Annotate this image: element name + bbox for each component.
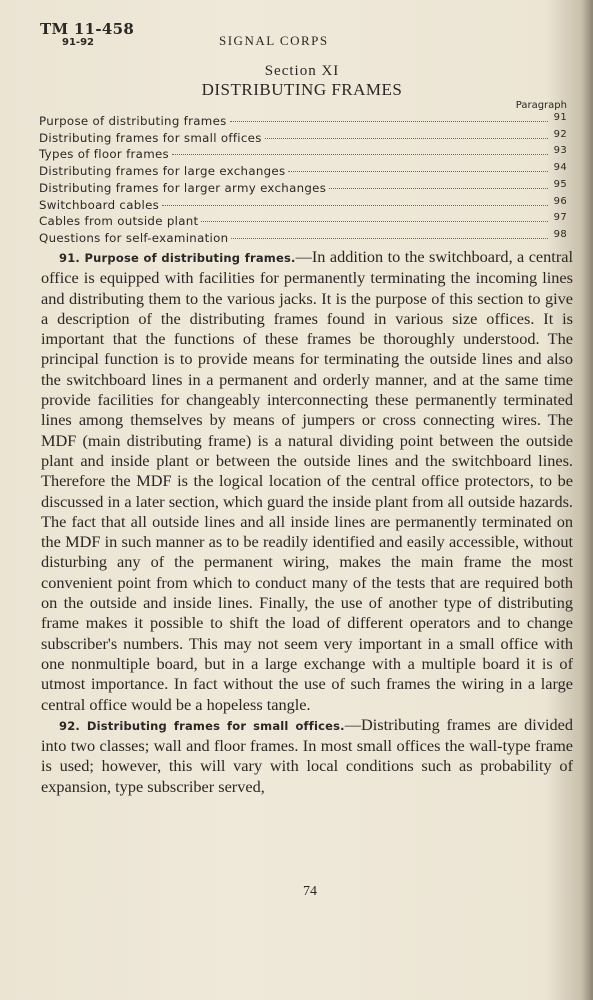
toc-entry-label: Cables from outside plant	[39, 214, 199, 229]
toc-entry-label: Purpose of distributing frames	[39, 114, 227, 128]
manual-number: TM 11-458	[40, 20, 135, 38]
toc-entry-label: Distributing frames for large exchanges	[39, 164, 286, 179]
paragraph-range: 91-92	[62, 37, 94, 48]
dot-leader	[172, 153, 548, 155]
toc-entry	[39, 114, 567, 131]
toc-entry-label: Switchboard cables	[39, 197, 160, 212]
dot-leader	[329, 187, 548, 189]
toc-entry-number: 94	[553, 162, 567, 174]
toc-entry-number: 93	[553, 145, 567, 157]
paragraph-91	[41, 247, 573, 715]
toc-entry-number: 96	[553, 195, 567, 207]
toc-entry-number: 97	[553, 212, 567, 224]
body-text	[41, 247, 573, 797]
toc-entry	[39, 195, 567, 215]
toc-entry-label: Distributing frames for small offices	[39, 130, 262, 145]
toc-entry-number: 98	[553, 228, 567, 240]
paragraph-text: —Distributing frames are divided into two classes; wall and floor frames. In most small offices the wall-type frame is used; however, this will vary with local conditions such as probability of expansion, type subscriber served,	[41, 714, 573, 796]
toc-entry-label: Distributing frames for larger army exchanges	[39, 180, 327, 195]
toc-entry	[39, 228, 567, 248]
dot-leader	[162, 204, 548, 206]
toc-entry-number: 92	[553, 128, 567, 140]
running-title: SIGNAL CORPS	[219, 33, 329, 48]
dot-leader	[201, 220, 548, 222]
toc-entry	[39, 178, 567, 198]
toc-entry	[39, 128, 567, 148]
toc-entry-label: Types of floor frames	[39, 147, 170, 162]
paragraph-text: —In addition to the switchboard, a central office is equipped with facilities for permanently terminating the incoming lines and distributing them to the various jacks. It is the purpose of this section to give a description of the distributing frames found in various size offices. It is important that the functions of these frames be thoroughly understood. The principal function is to provide means for terminating the outside lines and also the switchboard lines in a permanent and orderly manner, and at the same time provide facilities for changeably interconnecting these permanently terminated lines among themselves by means of jumpers or cross connecting wires. The MDF (main distributing frame) is a natural dividing point between the outside plant and inside plant or between the outside lines and the switchboard lines. Therefore the MDF is the logical location of the central office protectors, to be discussed in a later section, which guard the inside plant from all outside hazards. The fact that all outside lines and all inside lines are permanently terminated on the MDF in such manner as to be readily identified and easily accessible, without disturbing any of the permanent wiring, makes the main frame the most convenient point from which to conduct many of the tests that are required both on the outside and inside lines. Finally, the use of another type of distributing frame makes it possible to shift the load of different operators and to change subscriber's numbers. This may not seem very important in a small office with one nonmultiple board, but in a large exchange with a multiple board it is of utmost importance. In fact without the use of such frames the wiring in a large central office would be a hopeless tangle.	[41, 247, 573, 714]
paragraph-heading: 92. Distributing frames for small offices.	[59, 718, 345, 733]
dot-leader	[265, 137, 548, 139]
dot-leader	[230, 120, 548, 122]
table-of-contents	[39, 114, 567, 248]
toc-entry	[39, 164, 567, 181]
toc-entry-label: Questions for self-examination	[39, 230, 229, 245]
paragraph-92	[41, 715, 573, 797]
toc-entry	[39, 147, 567, 164]
section-title: DISTRIBUTING FRAMES	[201, 80, 403, 99]
section-number: Section XI	[264, 63, 340, 79]
toc-entry	[39, 214, 567, 231]
paragraph-heading: 91. Purpose of distributing frames.	[59, 251, 296, 265]
toc-entry-number: 95	[553, 178, 567, 190]
dot-leader	[288, 170, 548, 172]
toc-entry-number: 91	[553, 112, 567, 123]
dot-leader	[231, 237, 548, 239]
page-number: 74	[303, 884, 317, 899]
toc-column-header: Paragraph	[515, 100, 567, 111]
